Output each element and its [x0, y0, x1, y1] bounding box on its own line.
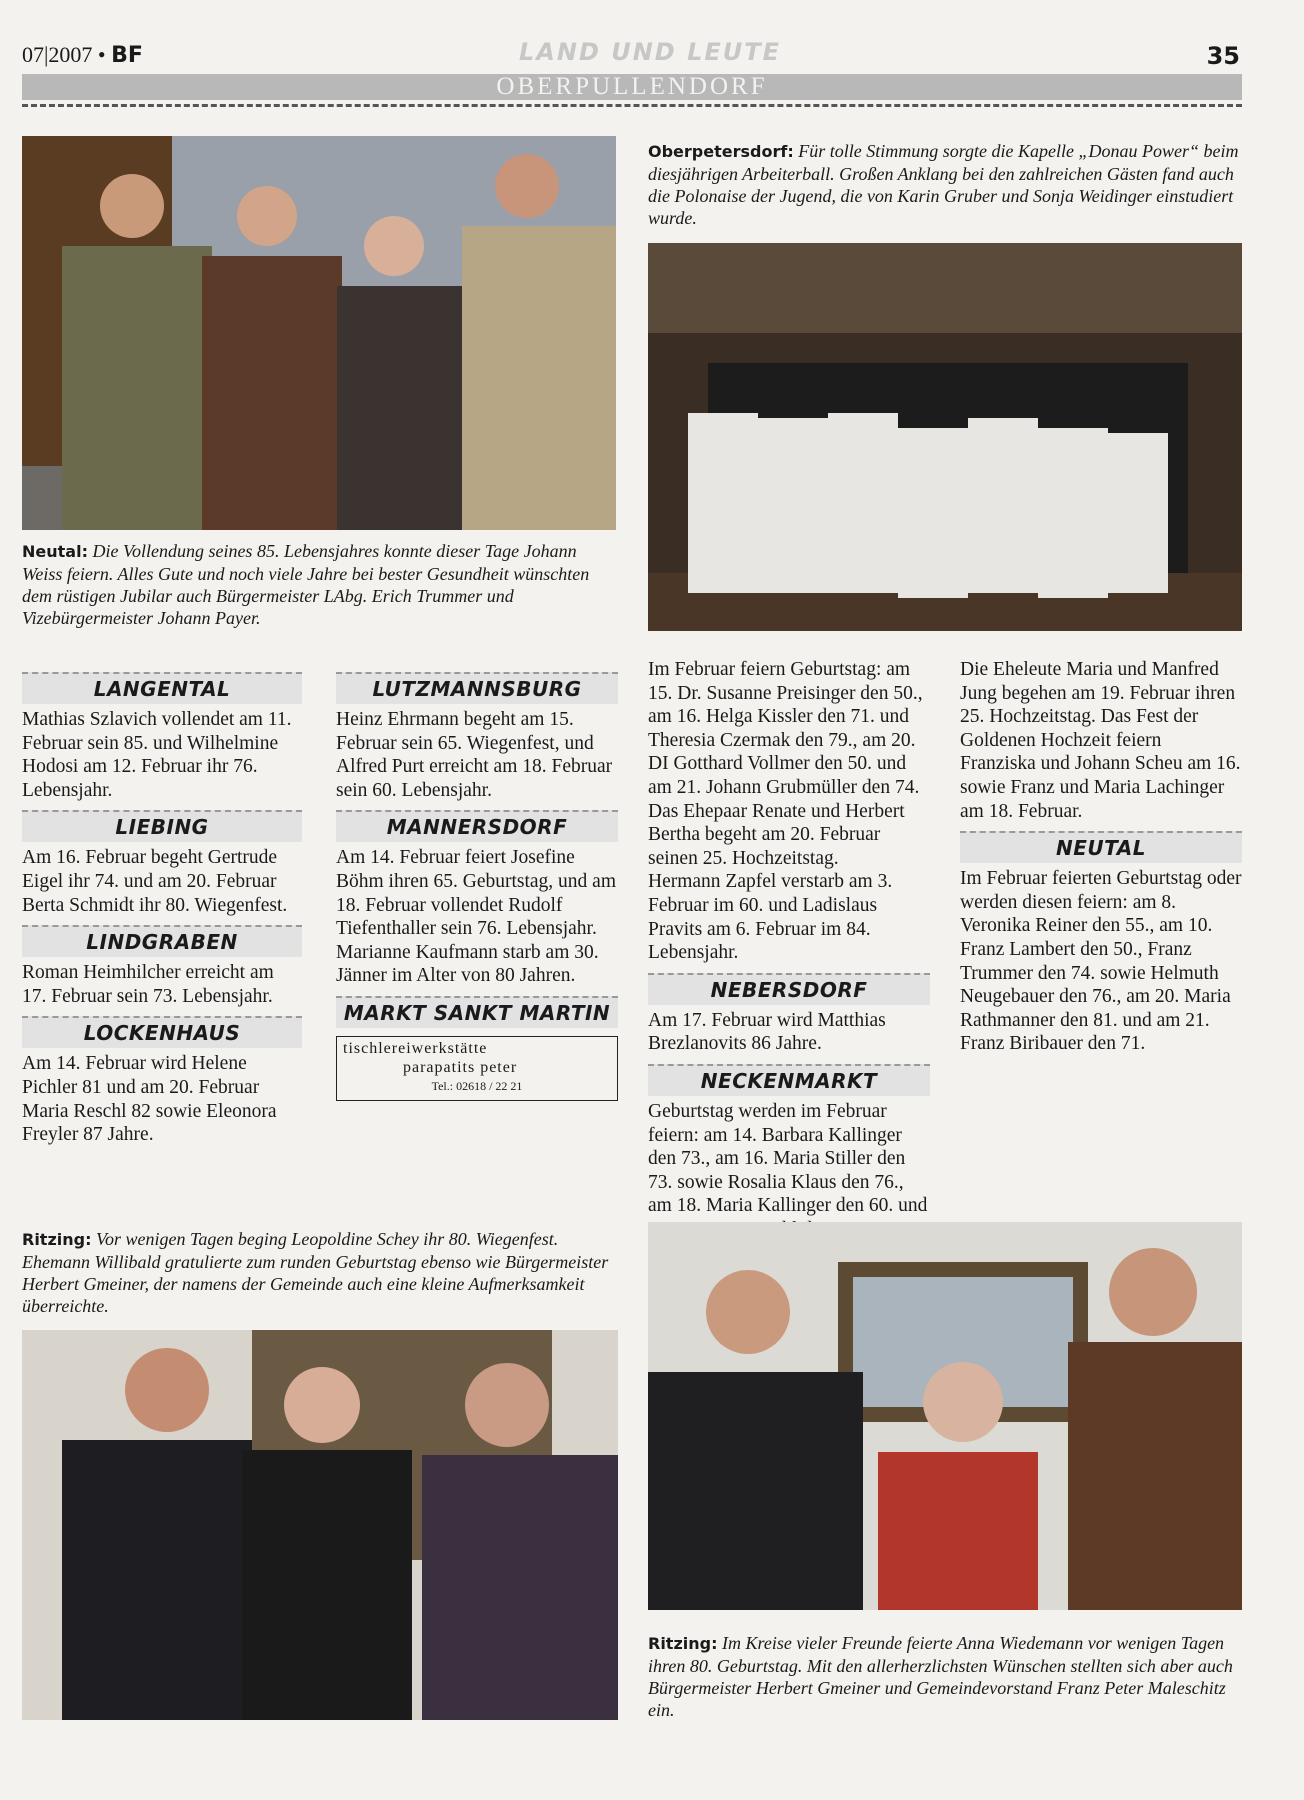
caption-oberpetersdorf: [648, 140, 1242, 229]
neckenmarkt-text-2: Die Eheleute Maria und Manfred Jung begehen am 19. Februar ihren 25. Hochzeitstag. Das Fest der Goldenen Hochzeit feiern Franziska und Johann Scheu am 16. sowie Franz und Maria Lachinger am 18. Februar.: [960, 659, 1241, 822]
column-4: [960, 658, 1242, 1056]
village-heading-neutal: NEUTAL: [960, 831, 1242, 863]
village-text-nebersdorf: Am 17. Februar wird Matthias Brezlanovits 86 Jahre.: [648, 1009, 886, 1055]
region-title: OBERPULLENDORF: [496, 73, 768, 100]
photo-ritzing-2: [648, 1222, 1242, 1610]
ad-line-2: parapatits peter: [403, 1058, 518, 1076]
village-text-lindgraben: Roman Heimhilcher erreicht am 17. Februar sein 73. Lebensjahr.: [22, 962, 274, 1007]
markt-text-3: Hermann Zapfel verstarb am 3. Februar im 60. und Ladislaus Pravits am 6. Februar im 84. Lebensjahr.: [648, 871, 893, 964]
header-divider: [22, 104, 1242, 107]
caption-place: Oberpetersdorf:: [648, 142, 794, 161]
caption-place: Neutal:: [22, 542, 88, 561]
caption-place: Ritzing:: [22, 1230, 92, 1249]
brand-logo: BF: [111, 43, 143, 68]
markt-text-1: Im Februar feiern Geburtstag: am 15. Dr. Susanne Preisinger den 50., am 16. Helga Kissler den 71. und Theresia Czermak den 79., am 20. DI Gotthard Vollmer den 50. und am 21. Johann Grubmüller den 74.: [648, 659, 923, 798]
page-number: 35: [1206, 42, 1240, 70]
village-text-mannersdorf-2: Marianne Kaufmann starb am 30. Jänner im Alter von 80 Jahren.: [336, 941, 599, 987]
caption-text: Die Vollendung seines 85. Lebensjahres konnte dieser Tage Johann Weiss feiern. Alles Gute und noch viele Jahre bei bester Gesundheit wünschten dem rüstigen Jubilar auch Bürgermeister LAbg. Erich Trummer und Vizebürgermeister Johann Payer.: [22, 541, 590, 628]
village-heading-langental: LANGENTAL: [22, 672, 302, 704]
caption-text: Im Kreise vieler Freunde feierte Anna Wiedemann vor wenigen Tagen ihren 80. Geburtstag. Mit den allerherzlichsten Wünschen stellten sich aber auch Bürgermeister Herbert Gmeiner und Gemeindevorstand Franz Peter Maleschitz ein.: [648, 1633, 1233, 1720]
caption-text: Für tolle Stimmung sorgte die Kapelle „Donau Power“ beim diesjährigen Arbeiterball. Großen Anklang bei den zahlreichen Gästen fand auch die Polonaise der Jugend, die von Karin Gruber und Sonja Weidinger einstudiert wurde.: [648, 141, 1239, 228]
section-title: LAND UND LEUTE: [518, 38, 782, 66]
photo-oberpetersdorf: [648, 243, 1242, 631]
village-heading-liebing: LIEBING: [22, 810, 302, 842]
village-heading-lutzmannsburg: LUTZMANNSBURG: [336, 672, 618, 704]
advertisement-box: [336, 1036, 618, 1101]
issue-number: 07|2007: [22, 42, 93, 67]
photo-neutal: [22, 136, 616, 530]
village-text-langental: Mathias Szlavich vollendet am 11. Februar sein 85. und Wilhelmine Hodosi am 12. Februar ihr 76. Lebensjahr.: [22, 709, 292, 801]
caption-neutal: [22, 540, 616, 629]
village-heading-lockenhaus: LOCKENHAUS: [22, 1016, 302, 1048]
village-text-liebing: Am 16. Februar begeht Gertrude Eigel ihr 74. und am 20. Februar Berta Schmidt ihr 80. Wiegenfest.: [22, 847, 288, 916]
village-heading-nebersdorf: NEBERSDORF: [648, 973, 930, 1005]
village-heading-neckenmarkt: NECKENMARKT: [648, 1064, 930, 1096]
village-heading-lindgraben: LINDGRABEN: [22, 925, 302, 957]
caption-ritzing-1: [22, 1228, 616, 1317]
column-2: [336, 664, 618, 1101]
ad-phone: Tel.: 02618 / 22 21: [431, 1078, 523, 1093]
village-text-lutzmannsburg: Heinz Ehrmann begeht am 15. Februar sein 65. Wiegenfest, und Alfred Purt erreicht am 18. Februar sein 60. Lebensjahr.: [336, 709, 613, 801]
column-1: [22, 664, 302, 1147]
caption-place: Ritzing:: [648, 1634, 718, 1653]
village-heading-markt-sankt-martin: MARKT SANKT MARTIN: [336, 996, 618, 1028]
issue-label: [22, 42, 143, 68]
column-3: [648, 658, 930, 1241]
issue-separator: •: [97, 42, 106, 67]
caption-ritzing-2: [648, 1632, 1242, 1721]
village-text-mannersdorf: Am 14. Februar feiert Josefine Böhm ihren 65. Geburtstag, und am 18. Februar vollendet Rudolf Tiefenthaller sein 76. Lebensjahr.: [336, 847, 616, 940]
village-text-lockenhaus: Am 14. Februar wird Helene Pichler 81 und am 20. Februar Maria Reschl 82 sowie Eleonora Freyler 87 Jahre.: [22, 1053, 277, 1146]
village-heading-mannersdorf: MANNERSDORF: [336, 810, 618, 842]
village-text-neckenmarkt: Geburtstag werden im Februar feiern: am 14. Barbara Kallinger den 73., am 16. Maria Stiller den 73. sowie Rosalia Klaus den 76., am 18. Maria Kallinger den 60. und: [648, 1100, 928, 1217]
photo-ritzing-1: [22, 1330, 618, 1720]
markt-text-2: Das Ehepaar Renate und Herbert Bertha begeht am 20. Februar seinen 25. Hochzeitstag.: [648, 800, 905, 869]
ad-line-1: tischlereiwerkstätte: [343, 1039, 488, 1057]
caption-text: Vor wenigen Tagen beging Leopoldine Schey ihr 80. Wiegenfest. Ehemann Willibald gratulierte zum runden Geburtstag ebenso wie Bürgermeister Herbert Gmeiner, der namens der Gemeinde auch eine kleine Aufmerksamkeit überreichte.: [22, 1229, 609, 1316]
village-text-neutal: Im Februar feierten Geburtstag oder werden diesen feiern: am 8. Veronika Reiner den 55., am 10. Franz Lambert den 50., Franz Trummer den 74. sowie Helmuth Neugebauer den 76., am 20. Maria Rathmanner den 81. und am 21. Franz Biribauer den 71.: [960, 868, 1242, 1055]
